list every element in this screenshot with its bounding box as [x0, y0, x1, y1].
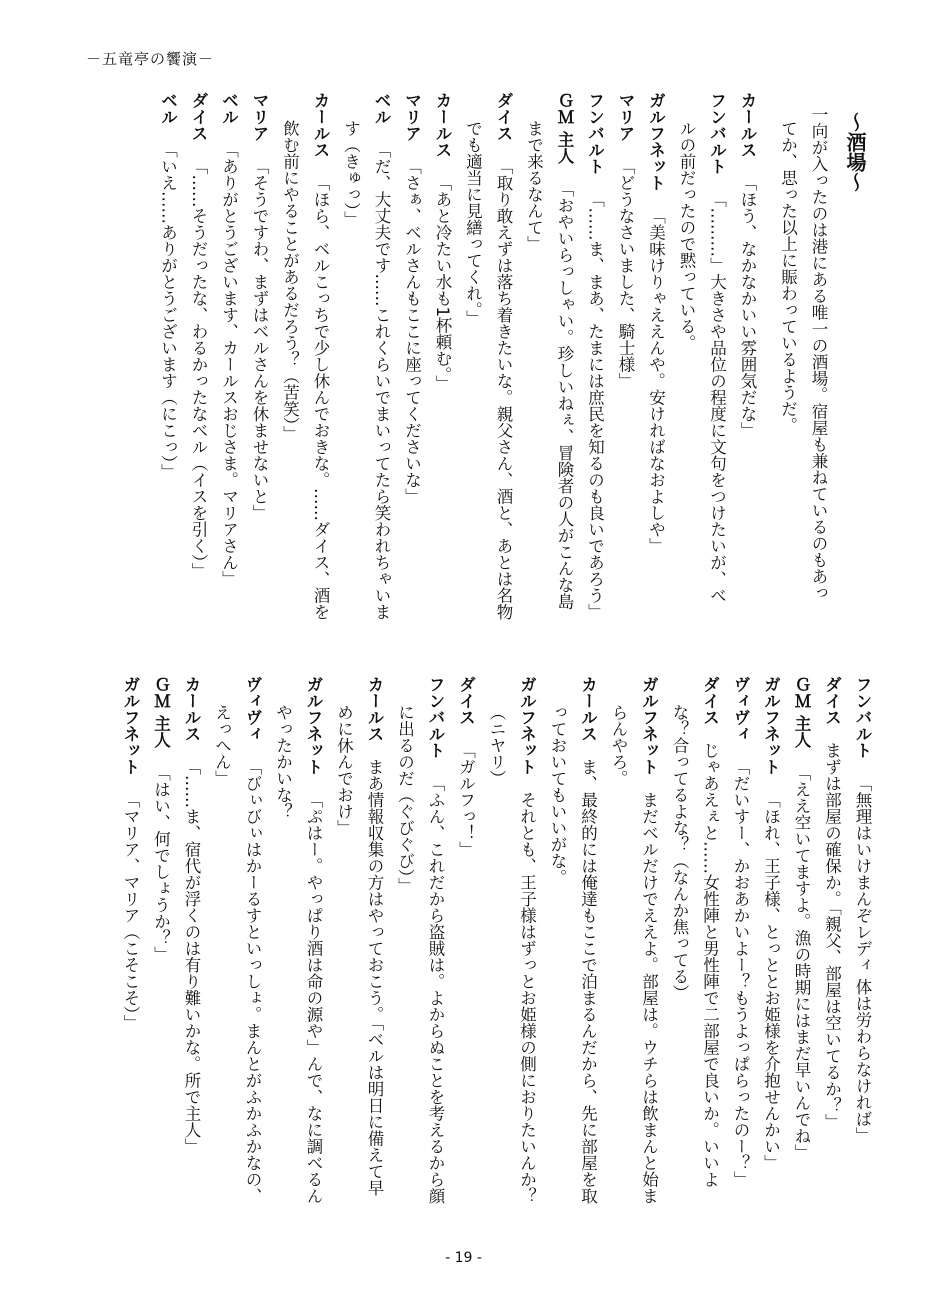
continuation-line: らんやろ。 [609, 704, 628, 787]
speaker-spacer [373, 125, 390, 142]
speaker-name: ダイス [456, 676, 476, 726]
dialogue-line [396, 92, 427, 652]
speaker-spacer [708, 175, 725, 192]
dialogue-text: 「いえ……ありがとうございます（にこっ）」 [158, 141, 178, 480]
dialogue-line [572, 676, 603, 1236]
speaker-spacer [305, 775, 322, 792]
speaker-name: ヴィヴィ [731, 676, 750, 742]
speaker-spacer [732, 742, 749, 759]
dialogue-line [579, 92, 610, 652]
dialogue-line [305, 92, 336, 652]
continuation-line: に出るのだ（ぐびぐび）」 [395, 704, 415, 894]
speaker-name: フンバルト [853, 676, 872, 759]
continuation-line: でも適当に見繕ってくれ。」 [463, 120, 483, 327]
dialogue-line [640, 92, 671, 652]
dialogue-line [732, 92, 763, 652]
dialogue-line [237, 676, 268, 1236]
dialogue-line [549, 92, 580, 652]
speaker-name: フンバルト [426, 676, 445, 759]
speaker-name: ヴィヴィ [243, 676, 262, 742]
speaker-name: マリア [616, 92, 635, 142]
dialogue-text: 「だいすー、かおあかいよー？もうよっぱらったのー？」 [731, 758, 750, 1188]
speaker-spacer [190, 142, 207, 159]
dialogue-text: それとも、王子様はずっとお姫様の側におりたいんか？ [517, 791, 537, 1204]
dialogue-text: 「ほれ、王子様、とっととお姫様を介抱せんかい」 [761, 791, 781, 1171]
speaker-spacer [152, 748, 169, 765]
dialogue-text: 「はい、何でしょうか？」 [151, 764, 171, 963]
dialogue-text: 「ほら、ベルこっちで少し休んでおきな。……ダイス、酒を [311, 174, 330, 620]
speaker-name: ダイス [700, 676, 720, 726]
dialogue-line [213, 92, 244, 652]
dialogue-text: まだベルだけでええよ。部屋は。ウチらは飲まんと始ま [639, 791, 659, 1204]
speaker-name: カールス [311, 92, 330, 158]
dialogue-text: 「びぃびぃはかーるすといっしょ。まんとがふかふかなの、 [243, 758, 262, 1204]
speaker-spacer [427, 759, 444, 776]
speaker-name: フンバルト [585, 92, 605, 175]
speaker-name: ガルフネット [646, 92, 666, 191]
speaker-spacer [366, 742, 383, 759]
speaker-spacer [640, 775, 657, 792]
speaker-name: カールス [365, 676, 384, 742]
speaker-name: ＧＭ 主人 [555, 92, 574, 164]
dialogue-text: 「ほう、なかなかいい雰囲気だな」 [738, 174, 757, 439]
speaker-name: ＧＭ 主人 [151, 676, 171, 748]
speaker-name: カールス [433, 92, 452, 158]
dialogue-line [176, 676, 207, 1236]
running-header: －五竜亭の饗演－ [86, 50, 215, 68]
dialogue-text: 「おやいらっしゃい。珍しいねぇ、冒険者の人がこんな島 [555, 180, 574, 610]
dialogue-line [450, 676, 481, 1236]
dialogue-line [755, 676, 786, 1236]
speaker-name: ＧＭ 主人 [792, 676, 811, 748]
dialogue-line [816, 676, 847, 1236]
dialogue-line [145, 676, 176, 1236]
speaker-name: ダイス [494, 92, 513, 142]
dialogue-text: ま、最終的には俺達もここで泊まるんだから、先に部屋を取 [578, 758, 598, 1204]
speaker-name: ダイス [822, 676, 842, 726]
speaker-name: ガルフネット [517, 676, 537, 775]
dialogue-text: 「美味けりゃええんや。安ければなおよしや」 [646, 207, 666, 554]
speaker-spacer [579, 742, 596, 759]
dialogue-text: 「……そうだったな、わるかったなベル（イスを引く）」 [189, 158, 208, 579]
dialogue-line [725, 676, 756, 1236]
dialogue-line [427, 92, 458, 652]
speaker-spacer [183, 742, 200, 759]
continuation-line: 飲む前にやることがあるだろう？（苦笑）」 [280, 120, 300, 442]
speaker-spacer [854, 759, 871, 776]
dialogue-text: 「ありがとうございます、カールスおじさま。マリアさん」 [219, 141, 239, 587]
dialogue-line [694, 676, 725, 1236]
speaker-spacer [312, 158, 329, 175]
speaker-name: ベル [219, 92, 239, 125]
dialogue-text: まあ情報収集の方はやっておこう。「ベルは明日に備えて早 [365, 758, 384, 1196]
dialogue-text: 「取り敢えずは落ち着きたいな。親父さん、酒と、あとは名物 [494, 158, 513, 620]
dialogue-line [359, 676, 390, 1236]
speaker-spacer [617, 142, 634, 159]
speaker-spacer [518, 775, 535, 792]
speaker-name: マリア [250, 92, 269, 142]
speaker-spacer [244, 742, 261, 759]
continuation-line: す（きゅっ）」 [341, 120, 361, 228]
dialogue-text: 「そうですわ、まずはベルさんを休ませないと」 [250, 158, 269, 521]
speaker-name: カールス [738, 92, 757, 158]
speaker-spacer [739, 158, 756, 175]
speaker-spacer [793, 748, 810, 765]
dialogue-text: 「ええ空いてますよ。漁の時期にはまだ早いんでね」 [792, 764, 811, 1161]
speaker-name: ダイス [189, 92, 208, 142]
speaker-spacer [403, 142, 420, 159]
speaker-name: ガルフネット [639, 676, 659, 775]
dialogue-text: 「マリア、マリア（こそこそ）」 [121, 791, 140, 1031]
speaker-name: フンバルト [707, 92, 727, 175]
speaker-name: ガルフネット [304, 676, 323, 775]
continuation-line: っておいてもいいがな。 [548, 704, 567, 886]
dialogue-line [152, 92, 183, 652]
speaker-spacer [701, 726, 718, 743]
continuation-line: めに休んでおけ」 [334, 704, 354, 836]
speaker-spacer [647, 191, 664, 208]
dialogue-line [366, 92, 397, 652]
dialogue-line [610, 92, 641, 652]
dialogue-line [511, 676, 542, 1236]
dialogue-text: 「………」大きさや品位の程度に文句をつけたいが、べ [707, 191, 727, 604]
speaker-spacer [159, 125, 176, 142]
dialogue-line [488, 92, 519, 652]
dialogue-text: 「……ま、宿代が浮くのは有り難いかな。所で主人」 [182, 758, 201, 1155]
continuation-line: な？合ってるよな？（なんか焦ってる） [670, 704, 689, 1001]
speaker-spacer [122, 775, 139, 792]
dialogue-text: 「さぁ、ベルさんもここに座ってくださいな」 [402, 158, 422, 505]
dialogue-text: 「無理はいけまんぞレディ 体は労わらなければ」 [853, 775, 872, 1144]
scene-title: 〜酒場〜 [843, 112, 867, 192]
dialogue-line [244, 92, 275, 652]
speaker-name: ガルフネット [761, 676, 781, 775]
script-block-bottom [87, 676, 877, 1236]
speaker-spacer [434, 158, 451, 175]
continuation-line: やったかいな？ [273, 704, 293, 820]
dialogue-text: まずは部屋の確保か。「親父、部屋は空いてるか？」 [822, 742, 842, 1130]
speaker-spacer [457, 726, 474, 743]
speaker-name: カールス [182, 676, 201, 742]
dialogue-text: 「どうなさいました、騎士様」 [616, 158, 635, 389]
page-number: - 19 - [445, 1250, 482, 1266]
dialogue-line [420, 676, 451, 1236]
speaker-name: ベル [372, 92, 391, 125]
speaker-name: マリア [402, 92, 422, 142]
script-block-top [87, 92, 877, 652]
speaker-spacer [220, 125, 237, 142]
dialogue-text: 「ふん、これだから盗賊は。よからぬことを考えるから顔 [426, 775, 445, 1204]
dialogue-line [115, 676, 146, 1236]
speaker-spacer [556, 164, 573, 181]
speaker-spacer [251, 142, 268, 159]
speaker-name: ガルフネット [121, 676, 140, 775]
dialogue-text: 「だ、大丈夫です……これくらいでまいってたら笑われちゃいま [372, 141, 391, 620]
dialogue-text: じゃあえぇと……女性陣と男性陣で二部屋で良いか。いいよ [700, 742, 720, 1188]
speaker-spacer [586, 175, 603, 192]
speaker-spacer [762, 775, 779, 792]
speaker-spacer [495, 142, 512, 159]
continuation-line: まで来るなんて」 [524, 120, 544, 252]
dialogue-text: 「ガルフっ！」 [456, 742, 476, 858]
dialogue-text: 「……ま、まあ、たまには庶民を知るのも良いであろう」 [585, 191, 605, 620]
continuation-line: てか、思った以上に賑わっているようだ。 [778, 120, 798, 434]
dialogue-line [633, 676, 664, 1236]
dialogue-line [183, 92, 214, 652]
speaker-name: ベル [158, 92, 178, 125]
continuation-line: えっへん」 [212, 704, 232, 787]
speaker-name: カールス [578, 676, 598, 742]
dialogue-line [786, 676, 817, 1236]
column-gap [762, 92, 772, 652]
continuation-line: （ニヤリ） [487, 704, 506, 787]
narration-line: 一向が入ったのは港にある唯一の酒場。宿屋も兼ねているのもあっ [809, 106, 828, 601]
speaker-spacer [823, 726, 840, 743]
dialogue-text: 「あと冷たい水も1杯頼む。」 [433, 174, 452, 392]
dialogue-line [701, 92, 732, 652]
dialogue-line [298, 676, 329, 1236]
dialogue-text: 「ぷはー。やっぱり酒は命の源や」んで、なに調べるん [304, 791, 323, 1204]
dialogue-line [847, 676, 878, 1236]
continuation-line: ルの前だったので黙っている。 [677, 120, 696, 351]
